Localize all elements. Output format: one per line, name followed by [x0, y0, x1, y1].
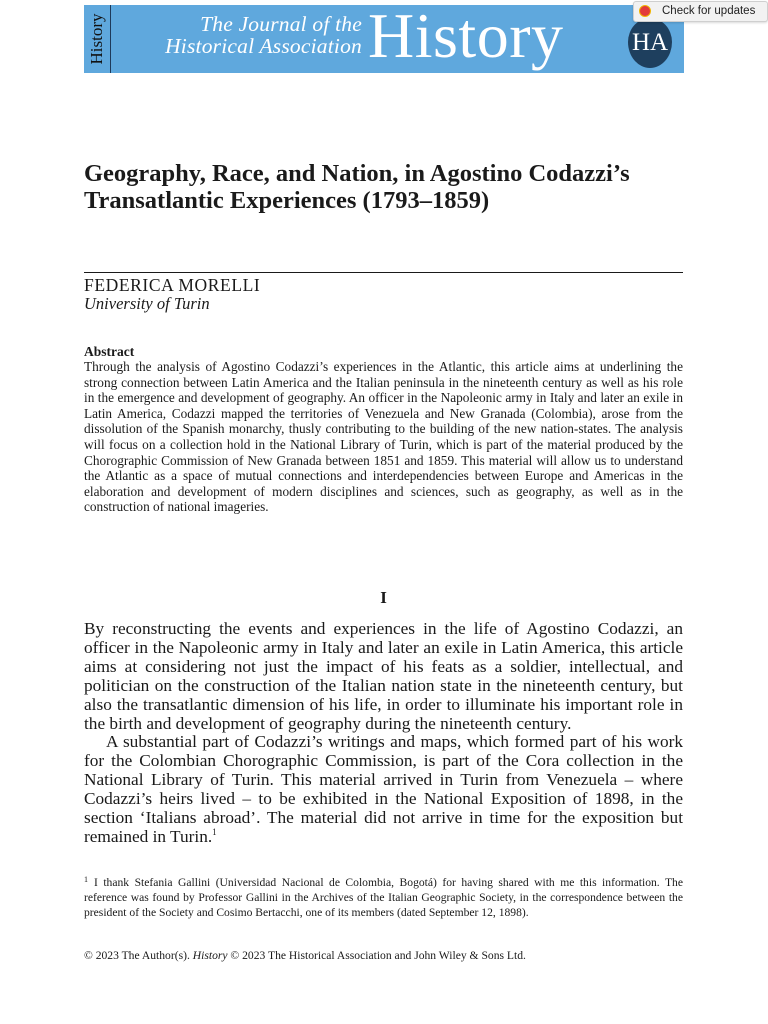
journal-subtitle-line2: Historical Association: [165, 34, 362, 58]
body-paragraph-2: [84, 733, 683, 846]
journal-subtitle-line1: The Journal of the: [200, 12, 362, 36]
check-for-updates-label: Check for updates: [662, 5, 756, 17]
title-divider: [84, 272, 683, 273]
section-heading: I: [380, 588, 387, 607]
copyright-line: [84, 949, 526, 962]
historical-association-logo-icon: HA: [628, 18, 672, 68]
banner-side-tab: [84, 5, 111, 73]
check-for-updates-button[interactable]: [633, 1, 768, 22]
body-text: [84, 620, 683, 847]
footnote: [84, 876, 683, 920]
journal-banner: [84, 5, 684, 73]
body-paragraph-1: By reconstructing the events and experiences in the life of Agostino Codazzi, an officer in the Napoleonic army in Italy and later an exile in Latin America, this article aims at considering not just the impact of his feats as a soldier, intellectual, and politician on the construction of the Italian nation state in the nineteenth century, but also the transatlantic dimension of his life, in order to illuminate his important role in the birth and development of geography during the nineteenth century.: [84, 619, 683, 733]
author-affiliation: University of Turin: [84, 294, 210, 313]
author-name: FEDERICA MORELLI: [84, 275, 261, 295]
footnote-reference-link[interactable]: 1: [212, 826, 217, 837]
journal-subtitle: [122, 13, 362, 57]
copyright-journal: History: [192, 949, 228, 962]
body-paragraph-2-text: A substantial part of Codazzi’s writings and maps, which formed part of his work for the Colombian Chorographic Commission, is part of the Cora collection in the National Library of Turin. This material arrived in Turin from Venezuela – where Codazzi’s heirs lived – to be exhibited in the National Exposition of 1898, in the section ‘Italians abroad’. The material did not arrive in time for the exposition but remained in Turin.: [84, 732, 683, 846]
abstract-text: Through the analysis of Agostino Codazzi’s experiences in the Atlantic, this article aims at underlining the strong connection between Latin America and the Italian peninsula in the nineteenth century as well as his role in the emergence and development of geography. An officer in the Napoleonic army in Italy and later an exile in Latin America, Codazzi mapped the territories of Venezuela and New Granada (Colombia), arose from the dissolution of the Spanish monarchy, thusly contributing to the building of the new nation-states. The analysis will focus on a collection hold in the National Library of Turin, which is part of the material produced by the Chorographic Commission of New Granada between 1851 and 1859. This material will allow us to understand the Atlantic as a space of mutual connections and interdependencies between Europe and Americas in the elaboration and development of modern disciplines and sciences, such as geography, as well as in the construction of national imageries.: [84, 359, 683, 515]
footnote-number: 1: [84, 875, 88, 884]
copyright-part2: © 2023 The Historical Association and John Wiley & Sons Ltd.: [227, 949, 526, 962]
journal-title: History: [368, 5, 564, 71]
banner-side-label: History: [87, 13, 106, 65]
footnote-text: I thank Stefania Gallini (Universidad Nacional de Colombia, Bogotá) for having shared with me this information. The reference was found by Professor Gallini in the Archives of the Italian Geographic Society, in the correspondence between the president of the Society and Cosimo Bertacchi, one of its members (dated September 12, 1898).: [84, 876, 683, 919]
crossmark-icon: [639, 5, 651, 17]
copyright-part1: © 2023 The Author(s).: [84, 949, 193, 962]
abstract-heading: Abstract: [84, 344, 135, 359]
article-title: Geography, Race, and Nation, in Agostino Codazzi’s Transatlantic Experiences (1793–1859): [84, 160, 630, 214]
